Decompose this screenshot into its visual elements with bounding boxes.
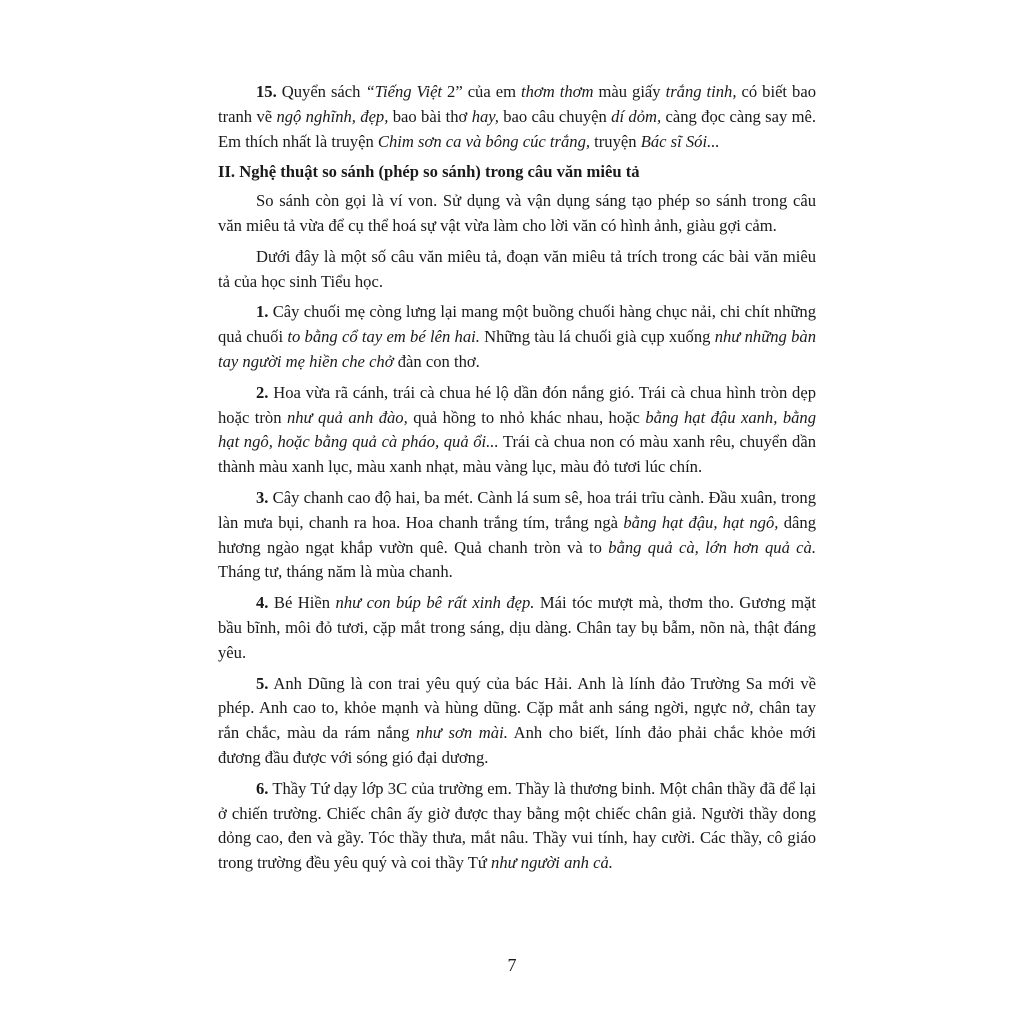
text-run: Bé Hiền [268,593,336,613]
example-paragraph-6 [218,777,816,876]
example-paragraph-3 [218,486,816,585]
italic-text-run: trắng tinh, [665,82,737,101]
text-run: Mái tóc mượt mà, thơm tho. Gương mặt bầu bĩnh, môi đỏ tươi, cặp mắt trong sáng, dịu dàng. Chân tay bụ bẫm, nõn nà, thật đáng yêu. [218,593,816,662]
example-number: 5. [256,673,269,693]
text-run: bao câu chuyện [498,106,612,126]
text-run: truyện [590,131,641,151]
text-run: càng đọc càng say mê. Em thích nhất là truyện [218,106,817,151]
italic-text-run: Bác sĩ Sói... [640,131,720,151]
item-number: 15. [256,82,277,101]
italic-text-run: bằng hạt đậu xanh, bằng hạt ngô, hoặc bằng quả cà pháo, quả ổi... [218,407,817,452]
text-run: đàn con thơ. [393,351,480,371]
text-run: bao bài thơ [388,106,472,126]
italic-text-run: bằng hạt đậu, hạt ngô, [623,512,779,532]
text-run: có biết bao tranh vẽ [218,82,816,126]
italic-text-run: “Tiếng Việt [365,82,443,101]
text-run: Anh Dũng là con trai yêu quý của bác Hải. Anh là lính đảo Trường Sa mới về phép. Anh cao to, khỏe mạnh và hùng dũng. Cặp mắt anh sáng ngời, ngực nở, chân tay rắn chắc, màu da rám nắng [218,673,816,743]
italic-text-run: như quả anh đào, [286,407,408,427]
text-run: màu giấy [593,82,666,101]
text-run: Những tàu lá chuối già cụp xuống [479,327,715,347]
page-number: 7 [507,955,517,975]
paragraph-text [218,488,816,581]
italic-text-run: hay, [471,106,499,126]
italic-text-run: như sơn mài. [416,723,508,743]
italic-text-run: thơm thơm [520,82,594,101]
text-run: Hoa vừa rã cánh, trái cà chua hé lộ dần đón nắng gió. Trái cà chua hình tròn dẹp hoặc tròn [218,382,816,427]
text-run: 2” của em [442,82,521,101]
paragraph-text [218,779,816,872]
italic-text-run: ngộ nghĩnh, đẹp, [276,106,389,126]
text-run: Anh cho biết, lính đảo phải chắc khỏe mới đương đầu được với sóng gió đại dương. [218,723,817,767]
example-number: 2. [256,382,269,402]
text-run: Trái cà chua non có màu xanh rêu, chuyển dần thành màu xanh lục, màu xanh nhạt, màu vàng lục, màu đỏ tươi lúc chín. [218,432,816,477]
example-number: 6. [256,778,269,798]
paragraph-item-15 [218,80,816,154]
text-run: So sánh còn gọi là ví von. Sử dụng và vận dụng sáng tạo phép so sánh trong câu văn miêu tả vừa để cụ thể hoá sự vật vừa làm cho lời văn có hình ảnh, giàu gợi cảm. [218,191,816,235]
italic-text-run: Chim sơn ca và bông cúc trắng, [377,131,591,151]
italic-text-run: to bằng cổ tay em bé lên hai. [287,327,480,347]
example-paragraph-5 [218,672,816,771]
intro-paragraph-2 [218,245,816,295]
text-run: Thầy Tứ dạy lớp 3C của trường em. Thầy là thương binh. Một chân thầy đã để lại ở chiến trường. Chiếc chân ấy giờ được thay bằng một chiếc chân giả. Người thầy dong dỏng cao, đen và gầy. Tóc thầy thưa, mắt nâu. Thầy vui tính, hay cười. Các thầy, cô giáo trong trường đều yêu quý và coi thầy Tứ [218,778,816,873]
page-body [218,80,816,882]
example-paragraph-4 [218,591,816,665]
example-number: 3. [256,487,269,507]
italic-text-run: như con búp bê rất xinh đẹp. [335,593,535,613]
example-number: 4. [256,593,269,613]
text-run: Cây chanh cao độ hai, ba mét. Cành lá sum sê, hoa trái trĩu cành. Đầu xuân, trong làn mưa bụi, chanh ra hoa. Hoa chanh trắng tím, trắng ngà [218,487,816,532]
example-paragraph-1 [218,300,816,374]
example-paragraph-2 [218,381,816,480]
example-number: 1. [256,302,269,322]
italic-text-run: bằng quả cà, lớn hơn quả cà. [608,537,816,557]
italic-text-run: dí dỏm, [611,106,662,126]
text-run: Tháng tư, tháng năm là mùa chanh. [218,562,453,582]
paragraph-text [218,383,816,476]
text-run: quả hồng to nhỏ khác nhau, hoặc [407,407,646,427]
section-heading: II. Nghệ thuật so sánh (phép so sánh) trong câu văn miêu tả [218,162,640,182]
text-run: Dưới đây là một số câu văn miêu tả, đoạn văn miêu tả trích trong các bài văn miêu tả của học sinh Tiểu học. [218,246,816,291]
paragraph-text [218,674,816,767]
paragraph-text [218,302,816,371]
intro-paragraph-1 [218,189,816,239]
text-run: Quyển sách [276,82,366,101]
text-run: dâng hương ngào ngạt khắp vườn quê. Quả chanh tròn và to [218,512,817,557]
italic-text-run: như người anh cả. [491,853,613,873]
text-run: Cây chuối mẹ còng lưng lại mang một buồng chuối hàng chục nải, chi chít những quả chuối [218,302,816,347]
paragraph-text [218,593,816,662]
italic-text-run: như những bàn tay người mẹ hiền che chở [218,327,816,371]
paragraph-text [218,82,816,151]
